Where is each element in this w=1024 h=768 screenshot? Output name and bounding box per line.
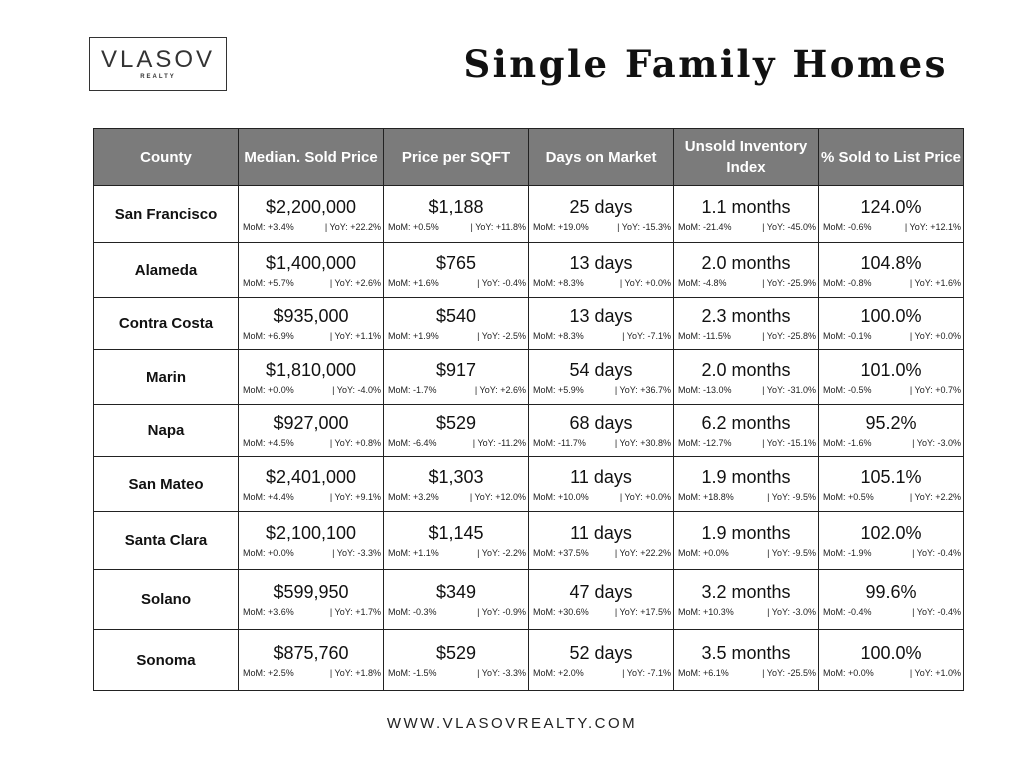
metric-cell [239, 457, 384, 512]
metric-value: $927,000 [273, 413, 349, 433]
metric-change [819, 434, 963, 449]
metric-value: 3.2 months [701, 582, 791, 602]
yoy-change: | YoY: -9.5% [767, 491, 816, 502]
metric-cell [239, 243, 384, 298]
metric-change [529, 488, 673, 503]
metric-cell [674, 186, 819, 243]
metric-value: $1,188 [428, 196, 484, 217]
yoy-change: | YoY: +22.2% [324, 221, 381, 232]
metric-value: $540 [435, 306, 477, 326]
mom-change: MoM: +8.3% [533, 331, 584, 341]
metric-value: 47 days [569, 582, 633, 602]
yoy-change: | YoY: -7.1% [622, 667, 671, 678]
logo-subtitle: REALTY [140, 74, 176, 80]
yoy-change: | YoY: +1.6% [909, 277, 961, 288]
county-name: San Mateo [94, 457, 239, 512]
mom-change: MoM: +6.1% [678, 667, 729, 678]
website-url: WWW.VLASOVREALTY.COM [386, 715, 638, 732]
metric-value: 25 days [569, 196, 633, 217]
metric-value: 1.9 months [701, 523, 791, 543]
metric-cell [674, 350, 819, 405]
metric-cell [819, 512, 964, 570]
metric-change [529, 274, 673, 289]
metric-cell [674, 243, 819, 298]
mom-change: MoM: +3.4% [243, 221, 294, 232]
table-row [94, 186, 964, 243]
metric-value: $1,145 [428, 523, 484, 543]
yoy-change: | YoY: +0.8% [329, 438, 381, 448]
metric-value: $935,000 [273, 306, 349, 326]
metric-value: $529 [435, 642, 477, 663]
metric-value: 2.3 months [701, 306, 791, 326]
metric-cell [384, 298, 529, 350]
mom-change: MoM: +1.6% [388, 277, 439, 288]
metric-change [529, 218, 673, 233]
yoy-change: | YoY: -0.4% [912, 548, 961, 558]
yoy-change: | YoY: +1.1% [329, 331, 381, 341]
metric-change [674, 664, 818, 679]
mom-change: MoM: +4.4% [243, 491, 294, 502]
metric-change [819, 603, 963, 618]
market-stats-table [93, 128, 964, 691]
mom-change: MoM: -4.8% [678, 277, 727, 288]
metric-cell [529, 457, 674, 512]
yoy-change: | YoY: +2.6% [474, 384, 526, 395]
metric-value: 100.0% [860, 306, 922, 326]
metric-cell [239, 405, 384, 457]
metric-cell [529, 405, 674, 457]
mom-change: MoM: +6.9% [243, 331, 294, 341]
county-name: San Francisco [94, 186, 239, 243]
metric-change [529, 381, 673, 396]
mom-change: MoM: +1.1% [388, 548, 439, 558]
metric-change [819, 218, 963, 233]
mom-change: MoM: -0.5% [823, 384, 872, 395]
column-header: Median. Sold Price [239, 129, 384, 186]
metric-cell [529, 186, 674, 243]
metric-cell [384, 350, 529, 405]
metric-cell [239, 512, 384, 570]
metric-cell [384, 186, 529, 243]
metric-cell [384, 570, 529, 630]
table-row [94, 298, 964, 350]
metric-value: $529 [435, 413, 477, 433]
metric-cell [384, 512, 529, 570]
metric-value: 54 days [569, 359, 633, 380]
yoy-change: | YoY: -2.2% [477, 548, 526, 558]
county-name: Sonoma [94, 630, 239, 691]
county-name: Marin [94, 350, 239, 405]
yoy-change: | YoY: -3.0% [912, 438, 961, 448]
metric-value: $2,100,100 [265, 523, 357, 543]
metric-change [529, 603, 673, 618]
metric-value: 11 days [570, 466, 632, 487]
metric-cell [384, 243, 529, 298]
mom-change: MoM: -0.8% [823, 277, 872, 288]
yoy-change: | YoY: -3.0% [767, 607, 816, 617]
table-row [94, 570, 964, 630]
metric-change [674, 544, 818, 559]
yoy-change: | YoY: -15.3% [617, 221, 671, 232]
column-header: Days on Market [529, 129, 674, 186]
metric-change [384, 603, 528, 618]
metric-cell [819, 350, 964, 405]
mom-change: MoM: +0.0% [823, 667, 874, 678]
yoy-change: | YoY: -0.4% [912, 607, 961, 617]
metric-change [384, 381, 528, 396]
metric-change [239, 544, 383, 559]
mom-change: MoM: +5.7% [243, 277, 294, 288]
metric-change [819, 381, 963, 396]
mom-change: MoM: -1.6% [823, 438, 872, 448]
metric-change [674, 218, 818, 233]
yoy-change: | YoY: +11.8% [470, 221, 526, 232]
mom-change: MoM: +3.2% [388, 491, 439, 502]
metric-change [384, 664, 528, 679]
metric-change [239, 603, 383, 618]
metric-change [384, 434, 528, 449]
table-row [94, 350, 964, 405]
yoy-change: | YoY: +0.7% [909, 384, 961, 395]
yoy-change: | YoY: -4.0% [332, 384, 381, 395]
metric-cell [819, 243, 964, 298]
table-body [94, 186, 964, 691]
metric-cell [239, 186, 384, 243]
metric-cell [674, 405, 819, 457]
mom-change: MoM: +18.8% [678, 491, 734, 502]
metric-cell [384, 630, 529, 691]
metric-value: 68 days [569, 413, 633, 433]
metric-cell [529, 630, 674, 691]
metric-cell [674, 298, 819, 350]
mom-change: MoM: +30.6% [533, 607, 589, 617]
metric-change [384, 488, 528, 503]
metric-change [529, 327, 673, 342]
table-header-row [94, 129, 964, 186]
yoy-change: | YoY: -0.4% [477, 277, 526, 288]
metric-value: 95.2% [865, 413, 917, 433]
metric-cell [529, 512, 674, 570]
mom-change: MoM: +0.0% [678, 548, 729, 558]
yoy-change: | YoY: +12.1% [904, 221, 961, 232]
metric-cell [819, 298, 964, 350]
metric-change [819, 664, 963, 679]
metric-cell [674, 570, 819, 630]
metric-change [674, 274, 818, 289]
county-name: Napa [94, 405, 239, 457]
yoy-change: | YoY: +22.2% [614, 548, 671, 558]
metric-value: 100.0% [860, 642, 922, 663]
mom-change: MoM: -21.4% [678, 221, 732, 232]
mom-change: MoM: +0.0% [243, 548, 294, 558]
column-header: Unsold Inventory Index [674, 129, 819, 186]
metric-cell [239, 298, 384, 350]
metric-value: $599,950 [273, 582, 349, 602]
mom-change: MoM: +4.5% [243, 438, 294, 448]
mom-change: MoM: -12.7% [678, 438, 732, 448]
column-header: Price per SQFT [384, 129, 529, 186]
metric-change [529, 544, 673, 559]
metric-change [239, 488, 383, 503]
metric-cell [384, 405, 529, 457]
mom-change: MoM: -6.4% [388, 438, 437, 448]
metric-change [239, 218, 383, 233]
metric-cell [819, 570, 964, 630]
mom-change: MoM: +2.5% [243, 667, 294, 678]
mom-change: MoM: +19.0% [533, 221, 589, 232]
brand-logo [89, 37, 227, 91]
metric-change [239, 274, 383, 289]
metric-change [674, 381, 818, 396]
metric-cell [239, 570, 384, 630]
county-name: Contra Costa [94, 298, 239, 350]
mom-change: MoM: -0.6% [823, 221, 872, 232]
metric-cell [239, 630, 384, 691]
mom-change: MoM: +10.0% [533, 491, 589, 502]
mom-change: MoM: +0.0% [243, 384, 294, 395]
metric-value: $765 [435, 252, 477, 273]
logo-wordmark: VLASOV [100, 46, 216, 73]
metric-value: 52 days [569, 642, 633, 663]
metric-cell [529, 570, 674, 630]
yoy-change: | YoY: +1.0% [909, 667, 961, 678]
yoy-change: | YoY: -11.2% [472, 438, 526, 448]
table-row [94, 405, 964, 457]
yoy-change: | YoY: +9.1% [329, 491, 381, 502]
metric-change [819, 488, 963, 503]
yoy-change: | YoY: -25.5% [762, 667, 816, 678]
yoy-change: | YoY: +17.5% [614, 607, 671, 617]
metric-change [674, 603, 818, 618]
mom-change: MoM: -11.5% [678, 331, 731, 341]
metric-change [674, 434, 818, 449]
metric-change [819, 544, 963, 559]
metric-change [529, 434, 673, 449]
metric-change [674, 327, 818, 342]
metric-value: $2,401,000 [265, 466, 357, 487]
mom-change: MoM: -1.5% [388, 667, 437, 678]
table-row [94, 457, 964, 512]
table-row [94, 630, 964, 691]
metric-cell [529, 350, 674, 405]
metric-cell [674, 457, 819, 512]
yoy-change: | YoY: +1.8% [329, 667, 381, 678]
yoy-change: | YoY: +0.0% [619, 277, 671, 288]
metric-value: 13 days [569, 252, 633, 273]
mom-change: MoM: -1.7% [388, 384, 437, 395]
yoy-change: | YoY: -31.0% [762, 384, 816, 395]
mom-change: MoM: +5.9% [533, 384, 584, 395]
yoy-change: | YoY: +2.2% [909, 491, 961, 502]
metric-change [384, 218, 528, 233]
yoy-change: | YoY: -3.3% [332, 548, 381, 558]
metric-cell [674, 630, 819, 691]
metric-cell [529, 243, 674, 298]
yoy-change: | YoY: +2.6% [329, 277, 381, 288]
mom-change: MoM: +1.9% [388, 331, 439, 341]
county-name: Santa Clara [94, 512, 239, 570]
yoy-change: | YoY: +30.8% [614, 438, 671, 448]
metric-change [384, 274, 528, 289]
metric-change [384, 544, 528, 559]
yoy-change: | YoY: -15.1% [762, 438, 816, 448]
metric-value: 105.1% [860, 466, 922, 487]
metric-value: 1.9 months [701, 466, 791, 487]
metric-value: 13 days [569, 306, 633, 326]
metric-value: 6.2 months [701, 413, 791, 433]
yoy-change: | YoY: -25.8% [762, 331, 816, 341]
mom-change: MoM: +0.5% [388, 221, 439, 232]
metric-value: $1,400,000 [265, 252, 357, 273]
metric-cell [819, 405, 964, 457]
mom-change: MoM: -0.3% [388, 607, 437, 617]
metric-change [819, 274, 963, 289]
metric-change [819, 327, 963, 342]
metric-change [239, 664, 383, 679]
metric-value: 101.0% [860, 359, 922, 380]
yoy-change: | YoY: +1.7% [329, 607, 381, 617]
table-row [94, 512, 964, 570]
mom-change: MoM: +8.3% [533, 277, 584, 288]
metric-value: 3.5 months [701, 642, 791, 663]
metric-value: $2,200,000 [265, 196, 357, 217]
metric-cell [819, 186, 964, 243]
yoy-change: | YoY: +12.0% [469, 491, 526, 502]
yoy-change: | YoY: -9.5% [767, 548, 816, 558]
metric-value: 102.0% [860, 523, 922, 543]
column-header: % Sold to List Price [819, 129, 964, 186]
county-name: Solano [94, 570, 239, 630]
metric-cell [819, 630, 964, 691]
metric-value: 104.8% [860, 252, 922, 273]
column-header: County [94, 129, 239, 186]
metric-value: $1,810,000 [265, 359, 357, 380]
metric-value: 2.0 months [701, 252, 791, 273]
metric-change [674, 488, 818, 503]
yoy-change: | YoY: -25.9% [762, 277, 816, 288]
mom-change: MoM: +10.3% [678, 607, 734, 617]
mom-change: MoM: +0.5% [823, 491, 874, 502]
yoy-change: | YoY: -0.9% [477, 607, 526, 617]
metric-cell [384, 457, 529, 512]
mom-change: MoM: -0.1% [823, 331, 872, 341]
metric-change [529, 664, 673, 679]
metric-cell [819, 457, 964, 512]
mom-change: MoM: -13.0% [678, 384, 732, 395]
mom-change: MoM: +2.0% [533, 667, 584, 678]
mom-change: MoM: +37.5% [533, 548, 589, 558]
metric-value: $917 [435, 359, 477, 380]
metric-cell [529, 298, 674, 350]
yoy-change: | YoY: -2.5% [477, 331, 526, 341]
metric-change [384, 327, 528, 342]
metric-value: 2.0 months [701, 359, 791, 380]
mom-change: MoM: +3.6% [243, 607, 294, 617]
market-stats-table-container [93, 128, 963, 689]
yoy-change: | YoY: -45.0% [762, 221, 816, 232]
metric-value: 1.1 months [701, 196, 791, 217]
metric-value: $349 [435, 582, 477, 602]
metric-change [239, 327, 383, 342]
mom-change: MoM: -1.9% [823, 548, 872, 558]
yoy-change: | YoY: +0.0% [909, 331, 961, 341]
mom-change: MoM: -0.4% [823, 607, 872, 617]
metric-value: $875,760 [273, 642, 349, 663]
metric-value: 124.0% [860, 196, 922, 217]
page-title: Single Family Homes [463, 42, 948, 86]
yoy-change: | YoY: +36.7% [614, 384, 671, 395]
metric-change [239, 381, 383, 396]
metric-value: 99.6% [865, 582, 917, 602]
county-name: Alameda [94, 243, 239, 298]
yoy-change: | YoY: -7.1% [622, 331, 671, 341]
metric-change [239, 434, 383, 449]
yoy-change: | YoY: -3.3% [477, 667, 526, 678]
mom-change: MoM: -11.7% [533, 438, 586, 448]
metric-value: $1,303 [428, 466, 484, 487]
yoy-change: | YoY: +0.0% [619, 491, 671, 502]
metric-value: 11 days [570, 523, 632, 543]
table-row [94, 243, 964, 298]
metric-cell [239, 350, 384, 405]
metric-cell [674, 512, 819, 570]
